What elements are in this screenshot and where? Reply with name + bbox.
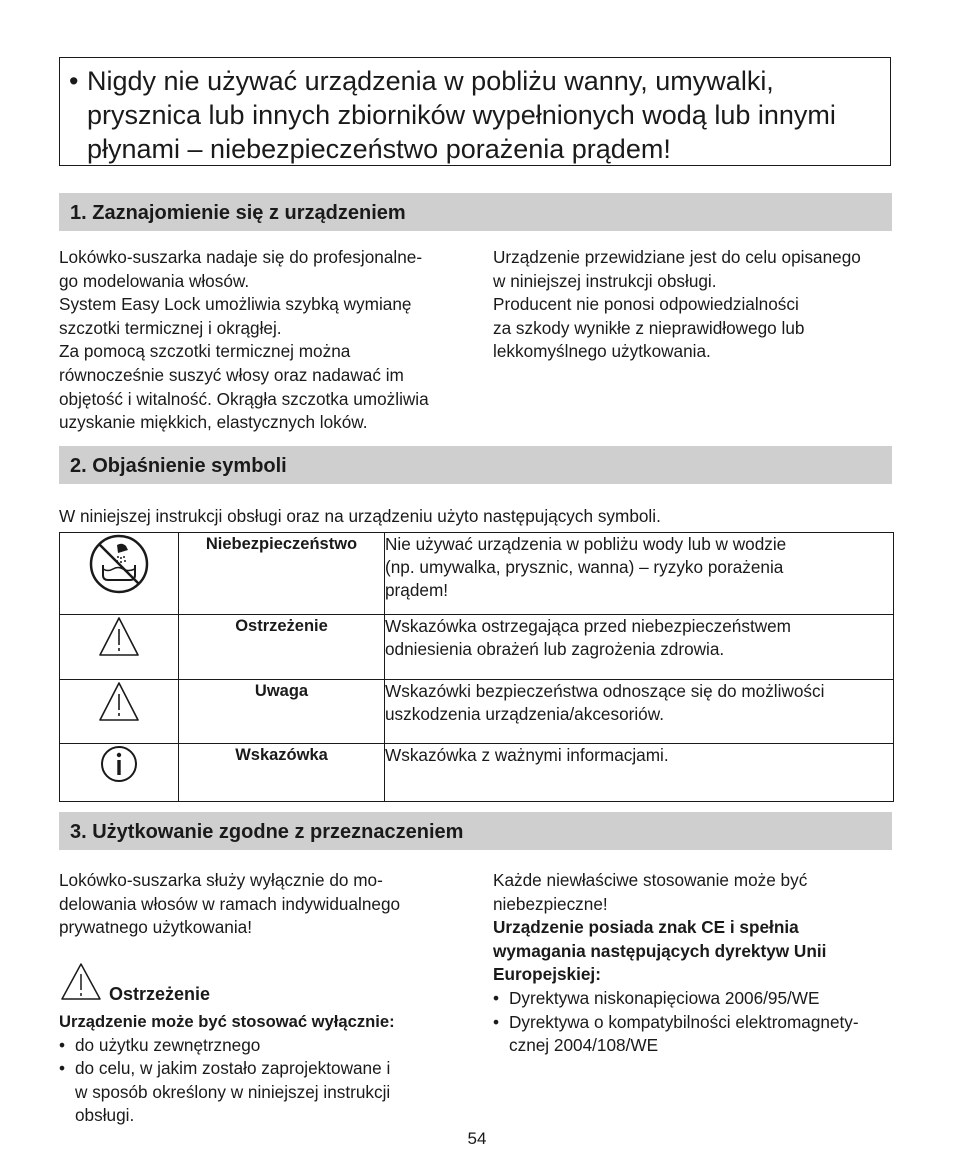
symbol-name: Ostrzeżenie [179,615,385,680]
section-3-left-column [59,869,469,940]
warning-box [59,57,891,166]
no-water-shower-icon [88,533,150,595]
text-line: odniesienia obrażeń lub zagrożenia zdrowia. [385,639,725,659]
text-line: objętość i witalność. Okrągła szczotka umożliwia [59,388,429,409]
bold-line: Urządzenie posiada znak CE i spełnia [493,917,799,938]
warning-heading [59,962,479,1002]
bold-line: Europejskiej: [493,964,601,985]
text-line: prądem! [385,580,449,600]
warning-triangle-icon [59,962,103,1002]
text-line: • Dyrektywa o kompatybilności elektromagnety- [509,1011,859,1032]
text-line: równocześnie suszyć włosy oraz nadawać im [59,364,404,385]
text-line: System Easy Lock umożliwia szybką wymianę [59,294,412,315]
icon-cell [60,615,179,680]
text-line: obsługi. [75,1105,135,1126]
symbol-description [385,744,894,802]
list-item [493,1011,903,1058]
section-2-heading: 2. Objaśnienie symboli [59,446,892,484]
text-line: szczotki termicznej i okrągłej. [59,317,282,338]
table-row [60,744,894,802]
table-row [60,615,894,680]
text-line: Producent nie ponosi odpowiedzialności [493,294,799,315]
usage-bullet-list [59,1034,479,1128]
bold-line: wymagania następujących dyrektyw Unii [493,940,827,961]
page-number: 54 [467,1129,487,1148]
table-row [60,680,894,744]
section-3-heading: 3. Użytkowanie zgodne z przeznaczeniem [59,812,892,850]
warning-triangle-icon [97,615,141,659]
text-line: uzyskanie miękkich, elastycznych loków. [59,412,368,433]
symbol-description [385,680,894,744]
text-line: • do celu, w jakim zostało zaprojektowane i [75,1058,391,1079]
warning-label: Ostrzeżenie [109,984,211,1004]
icon-cell [60,744,179,802]
caution-triangle-icon [97,680,141,724]
text-line: niebezpieczne! [493,893,608,914]
warning-bullet: • [69,66,79,96]
table-row [60,533,894,615]
text-line: w niniejszej instrukcji obsługi. [493,270,717,291]
text-line: Lokówko-suszarka służy wyłącznie do mo- [59,870,383,890]
text-line: Urządzenie przewidziane jest do celu opisanego [493,247,861,267]
symbol-description [385,615,894,680]
text-line: uszkodzenia urządzenia/akcesoriów. [385,704,664,724]
section-1-left-column [59,246,469,435]
text-line: Wskazówka z ważnymi informacjami. [385,745,669,765]
text-line: prywatnego użytkowania! [59,917,252,938]
text-line: delowania włosów w ramach indywidualnego [59,893,401,914]
text-line: lekkomyślnego użytkowania. [493,341,711,362]
symbol-description [385,533,894,615]
text-line: • Dyrektywa niskonapięciowa 2006/95/WE [509,987,820,1008]
text-line: cznej 2004/108/WE [509,1035,659,1056]
text-line: Lokówko-suszarka nadaje się do profesjonalne- [59,247,423,267]
text-line: Nie używać urządzenia w pobliżu wody lub w wodzie [385,534,787,554]
text-line: Za pomocą szczotki termicznej można [59,341,351,362]
directive-bullet-list [493,987,903,1058]
text-line: w sposób określony w niniejszej instrukcji [75,1081,391,1102]
list-item [59,1057,479,1128]
text-line: go modelowania włosów. [59,270,250,291]
text-line: Wskazówka ostrzegająca przed niebezpieczeństwem [385,616,792,636]
info-circle-icon [99,744,139,784]
list-item [59,1034,479,1058]
text-line: Każde niewłaściwe stosowanie może być [493,870,808,890]
symbol-name: Uwaga [179,680,385,744]
text-line: Wskazówki bezpieczeństwa odnoszące się do możliwości [385,681,825,701]
warning-text: Nigdy nie używać urządzenia w pobliżu wanny, umywalki, prysznica lub innych zbiorników wypełnionych wodą lub innymi płynami – niebezpieczeństwo porażenia prądem! [87,66,836,164]
symbols-table [59,532,894,802]
symbol-name: Niebezpieczeństwo [179,533,385,615]
bold-line: Urządzenie może być stosować wyłącznie: [59,1012,395,1031]
section-3-warning-body [59,1010,479,1128]
section-3-right-column [493,869,903,1058]
icon-cell [60,680,179,744]
section-1-right-column [493,246,903,364]
symbol-name: Wskazówka [179,744,385,802]
text-line: za szkody wynikłe z nieprawidłowego lub [493,317,805,338]
text-line: (np. umywalka, prysznic, wanna) – ryzyko porażenia [385,557,784,577]
list-item [493,987,903,1011]
section-1-heading: 1. Zaznajomienie się z urządzeniem [59,193,892,231]
symbols-intro: W niniejszej instrukcji obsługi oraz na urządzeniu użyto następujących symboli. [59,506,661,526]
icon-cell [60,533,179,615]
text-line: • do użytku zewnętrznego [75,1034,261,1055]
